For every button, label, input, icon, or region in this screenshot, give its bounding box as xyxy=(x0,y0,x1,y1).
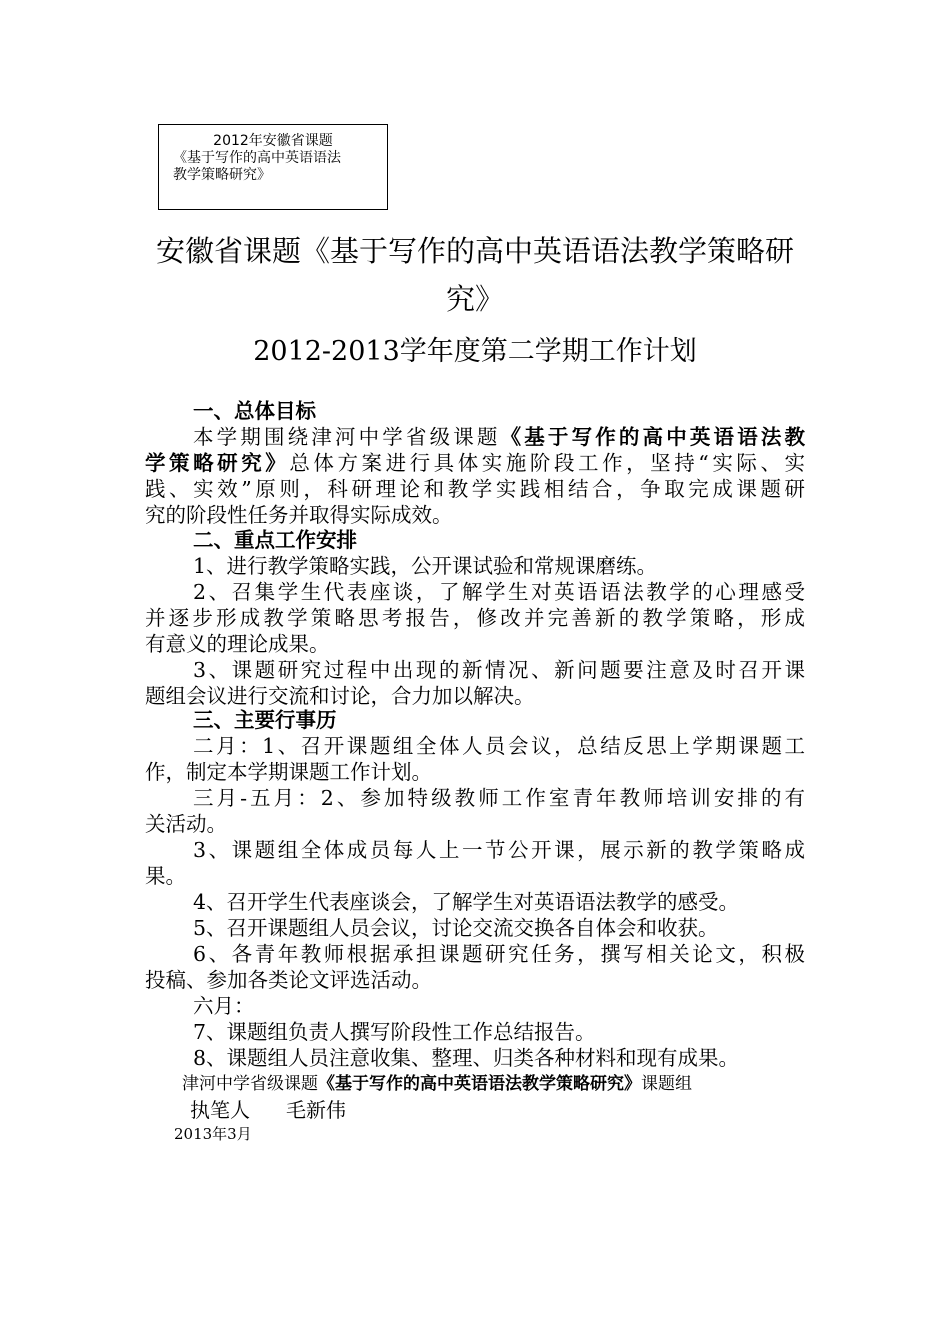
document-title-line-1: 安徽省课题《基于写作的高中英语语法教学策略研 xyxy=(155,234,794,268)
section3-mar-line-2: 关活动。 xyxy=(145,812,227,836)
footer-topic-name: 《基于写作的高中英语语法教学策略研究》 xyxy=(318,1074,641,1094)
section2-item-1: 1、进行教学策略实践，公开课试验和常规课磨练。 xyxy=(193,554,658,578)
para-text: 总体方案进行具体实施阶段工作，坚持“实际、实 xyxy=(289,451,806,475)
footer-org-text: 津河中学省级课题 xyxy=(182,1074,318,1094)
section3-item-5: 5、召开课题组人员会议，讨论交流交换各自体会和收获。 xyxy=(193,916,719,940)
footer-writer xyxy=(190,1097,346,1123)
section1-para-line-4: 究的阶段性任务并取得实际成效。 xyxy=(145,503,453,527)
section3-feb-line-1: 二月：1、召开课题组全体人员会议，总结反思上学期课题工 xyxy=(193,734,805,758)
section2-item-2-line-2: 并逐步形成教学策略思考报告，修改并完善新的教学策略，形成 xyxy=(145,606,805,630)
section1-para-line-1 xyxy=(193,424,805,450)
section3-item-6-line-1: 6、各青年教师根据承担课题研究任务，撰写相关论文，积极 xyxy=(193,942,805,966)
topic-label-box xyxy=(158,124,388,210)
topic-name-bold: 学策略研究》 xyxy=(145,451,290,475)
writer-name: 毛新伟 xyxy=(286,1098,346,1122)
section1-heading: 一、总体目标 xyxy=(193,399,316,423)
document-title-line-2: 究》 xyxy=(445,282,504,316)
section2-item-2-line-3: 有意义的理论成果。 xyxy=(145,632,330,656)
section3-heading: 三、主要行事历 xyxy=(193,708,337,732)
box-line-2: 《基于写作的高中英语语法 xyxy=(173,150,341,166)
section3-item-4: 4、召开学生代表座谈会，了解学生对英语语法教学的感受。 xyxy=(193,890,740,914)
para-text: 本学期围绕津河中学省级课题 xyxy=(193,425,501,449)
section2-item-3-line-2: 题组会议进行交流和讨论，合力加以解决。 xyxy=(145,684,535,708)
document-subtitle: 2012-2013学年度第二学期工作计划 xyxy=(253,336,697,367)
section3-mar-line-1: 三月-五月：2、参加特级教师工作室青年教师培训安排的有 xyxy=(193,786,805,810)
writer-label: 执笔人 xyxy=(190,1098,250,1122)
section1-para-line-3: 践、实效”原则，科研理论和教学实践相结合，争取完成课题研 xyxy=(145,477,805,501)
section2-item-3-line-1: 3、课题研究过程中出现的新情况、新问题要注意及时召开课 xyxy=(193,658,805,682)
section3-item-3-line-1: 3、课题组全体成员每人上一节公开课，展示新的教学策略成 xyxy=(193,838,805,862)
section3-item-6-line-2: 投稿、参加各类论文评选活动。 xyxy=(145,968,432,992)
section2-item-2-line-1: 2、召集学生代表座谈，了解学生对英语语法教学的心理感受 xyxy=(193,580,805,604)
box-line-3: 教学策略研究》 xyxy=(173,167,271,183)
section3-item-7: 7、课题组负责人撰写阶段性工作总结报告。 xyxy=(193,1020,596,1044)
section2-heading: 二、重点工作安排 xyxy=(193,528,357,552)
section3-feb-line-2: 作，制定本学期课题工作计划。 xyxy=(145,760,432,784)
footer-org xyxy=(182,1073,692,1095)
box-line-1: 2012年安徽省课题 xyxy=(213,133,333,149)
section3-item-8: 8、课题组人员注意收集、整理、归类各种材料和现有成果。 xyxy=(193,1046,740,1070)
section1-para-line-2 xyxy=(145,450,805,476)
footer-date: 2013年3月 xyxy=(174,1125,252,1143)
section3-june: 六月： xyxy=(193,994,255,1018)
footer-org-suffix: 课题组 xyxy=(641,1074,692,1094)
topic-name-bold: 《基于写作的高中英语语法教 xyxy=(500,425,806,449)
section3-item-3-line-2: 果。 xyxy=(145,864,186,888)
